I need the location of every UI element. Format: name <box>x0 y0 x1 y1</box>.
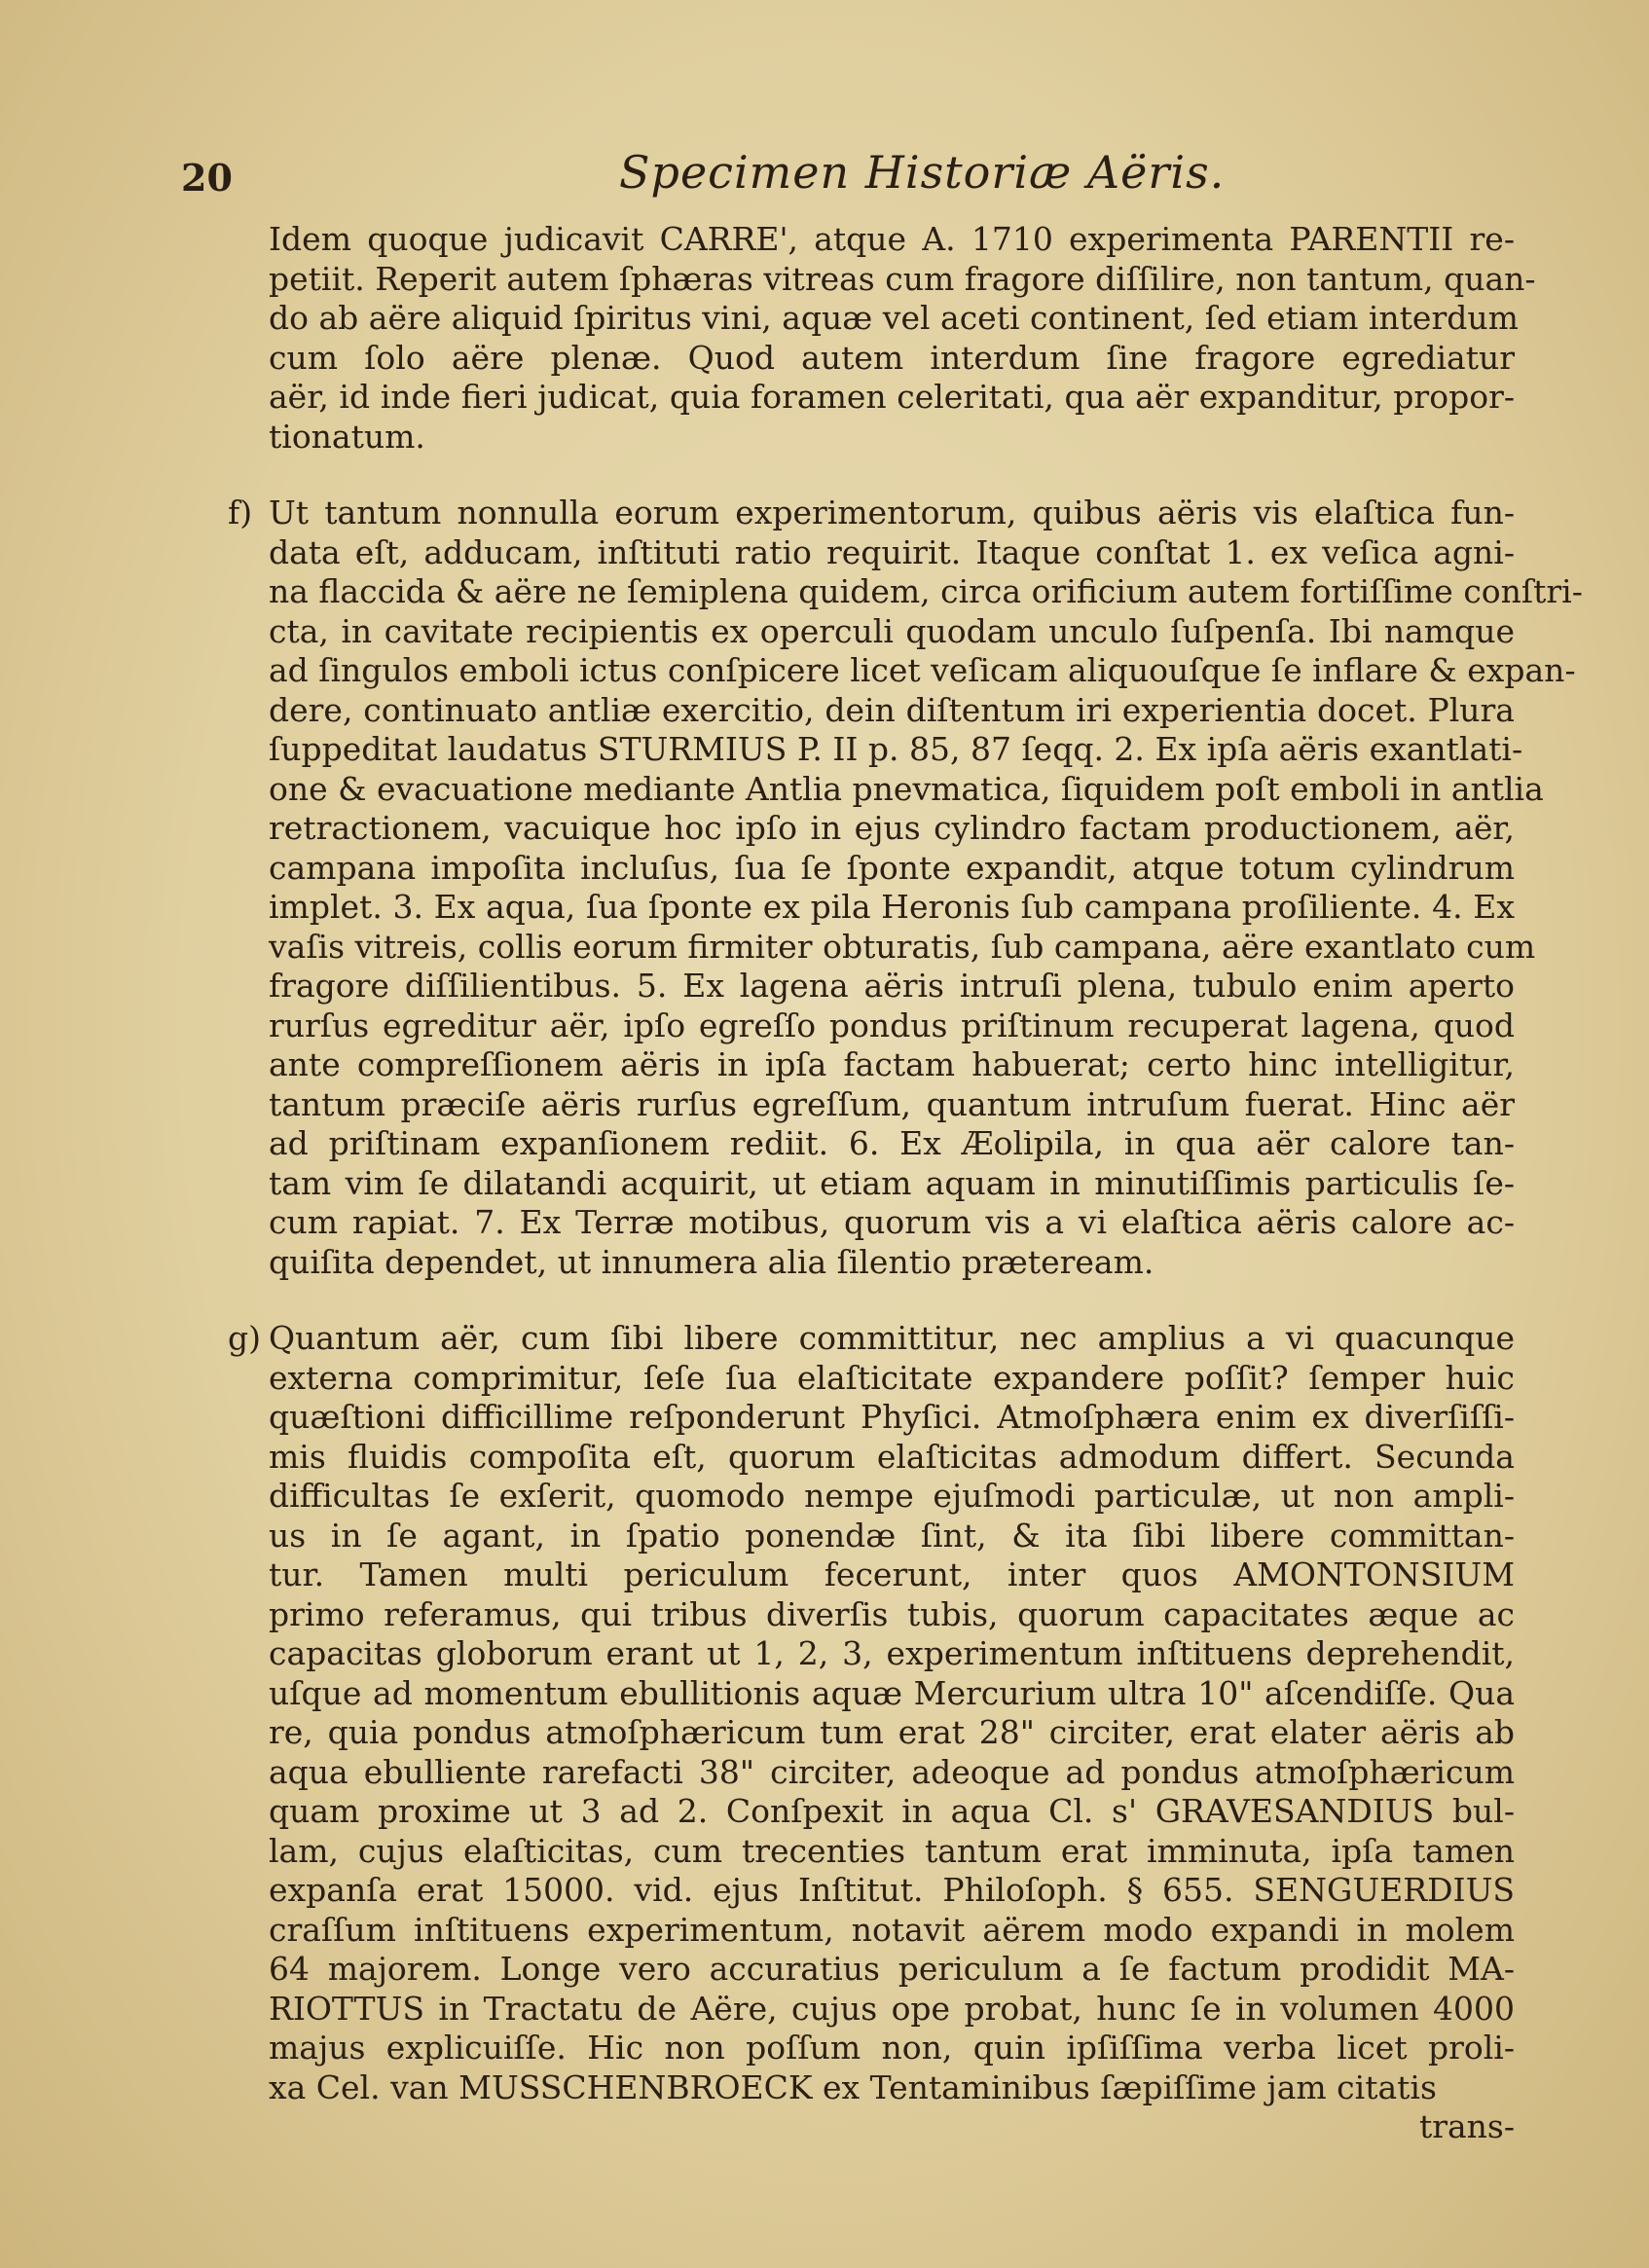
text-line: one & evacuatione mediante Antlia pnevmatica, ſiquidem poſt emboli in antlia <box>269 769 1544 808</box>
text-line: Idem quoque judicavit CARRE', atque A. 1710 experimenta PARENTII re- <box>269 220 1515 258</box>
text-line: dere, continuato antliæ exercitio, dein diſtentum iri experientia docet. Plura <box>269 690 1515 729</box>
paragraph-label: f) <box>228 494 253 531</box>
text-line: aër, id inde fieri judicat, quia foramen celeritati, qua aër expanditur, propor- <box>269 378 1515 416</box>
paragraph <box>228 1319 1515 2107</box>
text-line: mis fluidis compoſita eſt, quorum elaſticitas admodum differt. Secunda <box>269 1437 1515 1476</box>
text-line: ante compreſſionem aëris in ipſa factam habuerat; certo hinc intelligitur, <box>269 1045 1515 1083</box>
text-line: petiit. Reperit autem ſphæras vitreas cum fragore diſſilire, non tantum, quan- <box>269 259 1536 298</box>
text-line: xa Cel. van MUSSCHENBROECK ex Tentaminibus ſæpiſſime jam citatis <box>269 2067 1437 2106</box>
text-line: data eſt, adducam, inſtituti ratio requirit. Itaque conſtat 1. ex veſica agni- <box>269 532 1515 571</box>
paragraph <box>269 220 1536 457</box>
body-text <box>228 220 1583 2147</box>
text-line: Quantum aër, cum ſibi libere committitur, nec amplius a vi quacunque <box>269 1319 1515 1357</box>
text-line: majus explicuiſſe. Hic non poſſum non, quin ipſiſſima verba licet proli- <box>269 2029 1515 2067</box>
paragraph-label: g) <box>228 1319 261 1357</box>
text-line: capacitas globorum erant ut 1, 2, 3, experimentum inſtituens deprehendit, <box>269 1634 1515 1672</box>
text-line: quiſita dependet, ut innumera alia ſilentio præteream. <box>269 1242 1154 1281</box>
text-line: fragore diſſilientibus. 5. Ex lagena aëris intruſi plena, tubulo enim aperto <box>269 967 1515 1005</box>
text-line: externa comprimitur, ſeſe ſua elaſticitate expandere poſſit? ſemper huic <box>269 1358 1515 1397</box>
text-line: quam proxime ut 3 ad 2. Conſpexit in aqua Cl. s' GRAVESANDIUS bul- <box>269 1792 1515 1830</box>
text-line: RIOTTUS in Tractatu de Aëre, cujus ope probat, hunc ſe in volumen 4000 <box>269 1989 1515 2028</box>
text-line: rurſus egreditur aër, ipſo egreſſo pondus priſtinum recuperat lagena, quod <box>269 1006 1515 1044</box>
text-line: cum ſolo aëre plenæ. Quod autem interdum ſine fragore egrediatur <box>269 338 1515 377</box>
text-line: difficultas ſe exſerit, quomodo nempe ejuſmodi particulæ, ut non ampli- <box>269 1477 1515 1515</box>
text-line: tur. Tamen multi periculum fecerunt, inter quos AMONTONSIUM <box>269 1555 1515 1593</box>
running-title: Specimen Historiæ Aëris. <box>619 146 1226 199</box>
text-line: quæſtioni difficillime reſponderunt Phyſici. Atmoſphæra enim ex diverſiſſi- <box>269 1398 1515 1436</box>
text-line: tam vim ſe dilatandi acquirit, ut etiam aquam in minutiſſimis particulis ſe- <box>269 1163 1515 1202</box>
text-line: implet. 3. Ex aqua, ſua ſponte ex pila Heronis ſub campana proſiliente. 4. Ex <box>269 888 1515 926</box>
text-line: Ut tantum nonnulla eorum experimentorum, quibus aëris vis elaſtica fun- <box>269 494 1515 531</box>
text-line: do ab aëre aliquid ſpiritus vini, aquæ vel aceti continent, ſed etiam interdum <box>269 299 1519 337</box>
catchword: trans- <box>1418 2107 1515 2145</box>
text-line: us in ſe agant, in ſpatio ponendæ ſint, & ita ſibi libere committan- <box>269 1516 1515 1555</box>
text-line: retractionem, vacuique hoc ipſo in ejus cylindro factam productionem, aër, <box>269 809 1515 847</box>
paragraph <box>228 494 1583 1282</box>
text-line: lam, cujus elaſticitas, cum trecenties tantum erat imminuta, ipſa tamen <box>269 1831 1515 1870</box>
text-line: re, quia pondus atmoſphæricum tum erat 28" circiter, erat elater aëris ab <box>269 1713 1515 1751</box>
text-line: tantum præciſe aëris rurſus egreſſum, quantum intruſum fuerat. Hinc aër <box>269 1084 1515 1123</box>
page-header <box>181 146 1476 204</box>
text-line: tionatum. <box>269 417 425 456</box>
text-line: expanſa erat 15000. vid. ejus Inſtitut. Philoſoph. § 655. SENGUERDIUS <box>269 1871 1515 1909</box>
text-line: primo referamus, qui tribus diverſis tubis, quorum capacitates æque ac <box>269 1594 1515 1633</box>
text-line: cta, in cavitate recipientis ex operculi quodam unculo ſuſpenſa. Ibi namque <box>269 611 1515 650</box>
text-line: cum rapiat. 7. Ex Terræ motibus, quorum vis a vi elaſtica aëris calore ac- <box>269 1203 1515 1241</box>
text-line: 64 majorem. Longe vero accuratius periculum a ſe factum prodidit MA- <box>269 1950 1515 1988</box>
text-line: ad priſtinam expanſionem rediit. 6. Ex Æolipila, in qua aër calore tan- <box>269 1124 1515 1162</box>
text-line: uſque ad momentum ebullitionis aquæ Mercurium ultra 10" aſcendiſſe. Qua <box>269 1673 1515 1712</box>
text-line: craſſum inſtituens experimentum, notavit aërem modo expandi in molem <box>269 1910 1515 1949</box>
page-number: 20 <box>181 156 233 200</box>
text-line: na flaccida & aëre ne ſemiplena quidem, circa orificium autem fortiſſime conſtri- <box>269 572 1583 610</box>
text-line: aqua ebulliente rarefacti 38" circiter, adeoque ad pondus atmoſphæricum <box>269 1752 1515 1791</box>
text-line: ad ſingulos emboli ictus conſpicere licet veſicam aliquouſque ſe inflare & expan- <box>269 651 1576 689</box>
text-line: ſuppeditat laudatus STURMIUS P. II p. 85, 87 ſeqq. 2. Ex ipſa aëris exantlati- <box>269 730 1523 768</box>
text-line: campana impoſita incluſus, ſua ſe ſponte expandit, atque totum cylindrum <box>269 848 1515 887</box>
text-line: vaſis vitreis, collis eorum firmiter obturatis, ſub campana, aëre exantlato cum <box>269 927 1536 966</box>
